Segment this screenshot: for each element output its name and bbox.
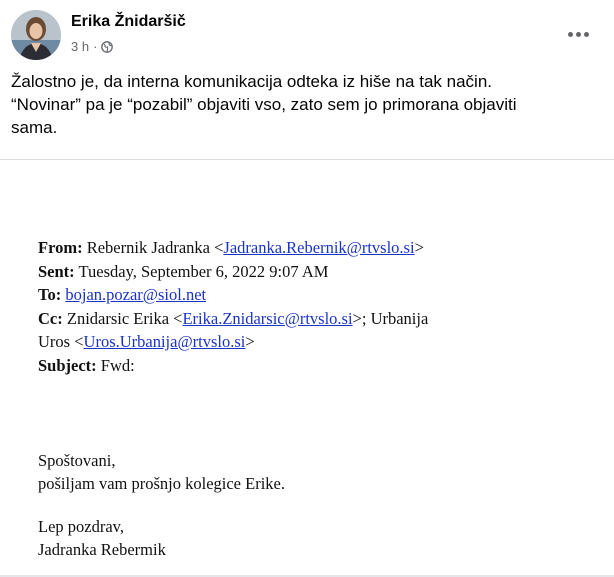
from-address-link[interactable]: Jadranka.Rebernik@rtvslo.si [223, 238, 415, 257]
email-subject-line [38, 354, 598, 378]
sent-value: Tuesday, September 6, 2022 9:07 AM [78, 261, 329, 281]
email-body-line: pošiljam vam prošnjo kolegice Erike. [38, 473, 285, 493]
email-closing: Lep pozdrav, [38, 517, 124, 536]
cc-label: Cc: [38, 308, 63, 328]
profile-photo [11, 10, 61, 60]
post-author[interactable]: Erika Žnidaršič [71, 13, 186, 30]
to-address-link[interactable]: bojan.pozar@siol.net [65, 285, 207, 304]
cc-name-2b: Uros [38, 332, 71, 351]
subject-value: Fwd: [100, 355, 135, 375]
post-header [11, 10, 601, 62]
email-signature: Jadranka Rebermik [38, 539, 166, 559]
cc-address-1-link[interactable]: Erika.Znidarsic@rtvslo.si [182, 308, 353, 328]
email-cc-line-cont: Uros <Uros.Urbanija@rtvslo.si> [38, 332, 255, 351]
post-text [11, 70, 601, 139]
post-time[interactable]: 3 h [71, 39, 90, 54]
email-headers [38, 236, 598, 377]
email-to-line [38, 283, 598, 307]
post-text-line: “Novinar” pa je “pozabil” objaviti vso, zato sem jo primorana objaviti [11, 95, 517, 114]
email-sent-line [38, 260, 598, 284]
sent-label: Sent: [38, 261, 75, 281]
email-cc-line: Cc: Znidarsic Erika <Erika.Znidarsic@rtvslo.si>; Urbanija [38, 308, 429, 328]
cc-name-2a: Urbanija [370, 308, 429, 328]
from-name: Rebernik Jadranka [86, 238, 210, 257]
email-from-line: From: Rebernik Jadranka <Jadranka.Rebernik@rtvslo.si> [38, 238, 424, 257]
email-greeting: Spoštovani, [38, 451, 116, 470]
to-label: To: [38, 285, 62, 304]
avatar[interactable] [11, 10, 61, 60]
post-text-line: sama. [11, 118, 58, 137]
post-text-line: Žalostno je, da interna komunikacija odteka iz hiše na tak način. [11, 72, 492, 91]
cc-address-2-link[interactable]: Uros.Urbanija@rtvslo.si [83, 332, 246, 351]
cc-name-1: Znidarsic Erika [66, 308, 170, 328]
meta-separator: · [93, 39, 98, 54]
subject-label: Subject: [38, 355, 97, 375]
email-body [38, 450, 598, 561]
globe-icon[interactable] [101, 41, 113, 53]
more-options-icon[interactable] [561, 20, 595, 48]
post-meta [71, 39, 113, 54]
from-label: From: [38, 238, 83, 257]
email-screenshot-image[interactable] [0, 160, 614, 577]
